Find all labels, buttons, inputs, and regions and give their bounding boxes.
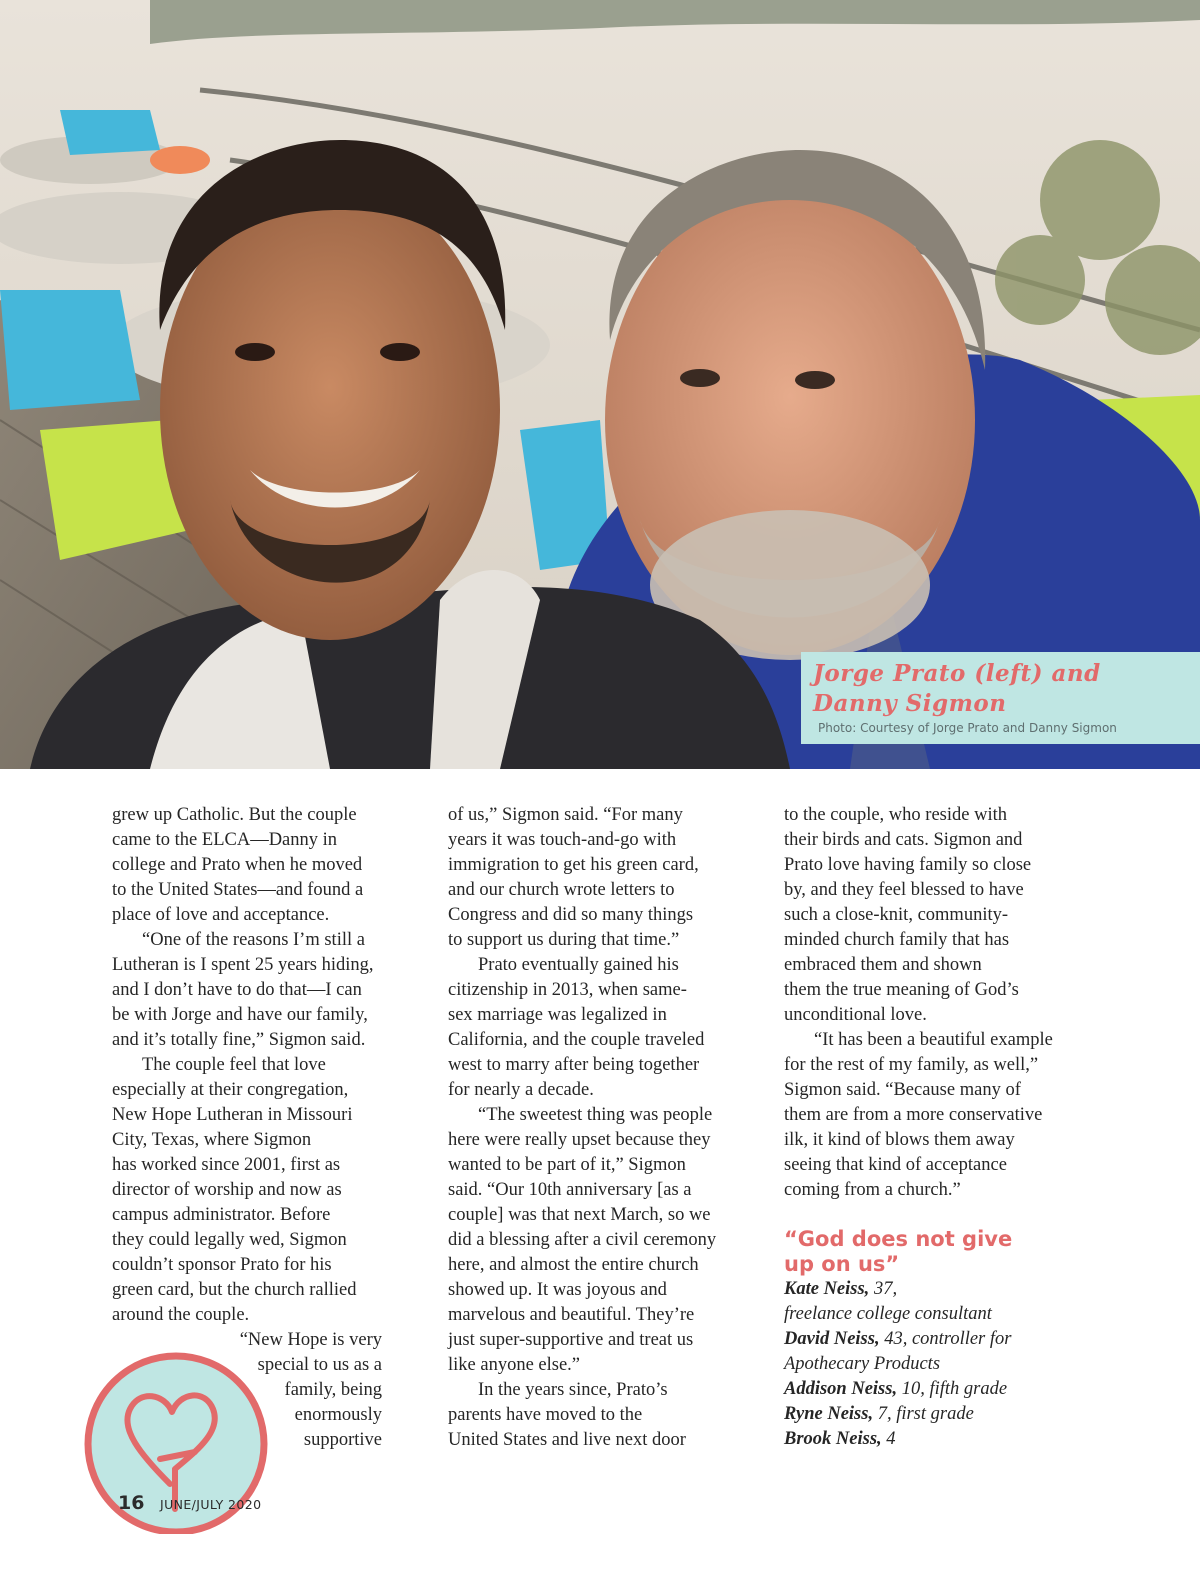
text-line: grew up Catholic. But the couple <box>112 805 357 825</box>
member-detail: 43, controller for <box>879 1329 1012 1349</box>
text-line: around the couple. <box>112 1305 250 1325</box>
text-line: couldn’t sponsor Prato for his <box>112 1255 332 1275</box>
member-detail: 10, fifth grade <box>897 1379 1008 1399</box>
text-line: be with Jorge and have our family, <box>112 1005 368 1025</box>
text-line: especially at their congregation, <box>112 1080 349 1100</box>
text-line: just super-supportive and treat us <box>448 1330 694 1350</box>
paragraph <box>448 1378 748 1453</box>
text-line: United States and live next door <box>448 1430 686 1450</box>
text-line: like anyone else.” <box>448 1355 581 1375</box>
text-line: Prato love having family so close <box>784 855 1032 875</box>
member-name: Kate Neiss, <box>784 1279 870 1299</box>
article-column-2 <box>448 803 748 1453</box>
text-line: and I don’t have to do that—I can <box>112 980 362 1000</box>
text-line: west to marry after being together <box>448 1055 700 1075</box>
caption-name-line-2: Danny Sigmon <box>813 690 1007 717</box>
text-line: years it was touch-and-go with <box>448 830 677 850</box>
feature-photo <box>0 0 1200 769</box>
family-member-line <box>784 1427 1084 1452</box>
text-line: came to the ELCA—Danny in <box>112 830 338 850</box>
text-line: unconditional love. <box>784 1005 927 1025</box>
member-name: Ryne Neiss, <box>784 1404 874 1424</box>
text-line: supportive <box>303 1430 382 1450</box>
text-line: and it’s totally fine,” Sigmon said. <box>112 1030 366 1050</box>
family-member-line <box>784 1327 1084 1352</box>
text-line: to support us during that time.” <box>448 930 680 950</box>
text-line: showed up. It was joyous and <box>448 1280 667 1300</box>
text-line: sex marriage was legalized in <box>448 1005 667 1025</box>
text-line: citizenship in 2013, when same- <box>448 980 687 1000</box>
text-line: seeing that kind of acceptance <box>784 1155 1007 1175</box>
paragraph <box>448 1103 748 1378</box>
member-name: Addison Neiss, <box>784 1379 898 1399</box>
text-line: family, being <box>284 1380 382 1400</box>
section-subhead <box>784 1227 1084 1277</box>
text-line: Lutheran is I spent 25 years hiding, <box>112 955 374 975</box>
text-line: place of love and acceptance. <box>112 905 330 925</box>
text-line: wanted to be part of it,” Sigmon <box>448 1155 686 1175</box>
text-line: their birds and cats. Sigmon and <box>784 830 1023 850</box>
text-line: embraced them and shown <box>784 955 982 975</box>
text-line: “New Hope is very <box>239 1330 382 1350</box>
text-line: ilk, it kind of blows them away <box>784 1130 1015 1150</box>
text-line: City, Texas, where Sigmon <box>112 1130 312 1150</box>
photo-credit: Photo: Courtesy of Jorge Prato and Danny Sigmon <box>818 721 1117 735</box>
paragraph <box>784 803 1084 1028</box>
text-line: parents have moved to the <box>448 1405 643 1425</box>
member-detail: Apothecary Products <box>784 1354 941 1374</box>
member-name: Brook Neiss, <box>784 1429 882 1449</box>
text-line: college and Prato when he moved <box>112 855 363 875</box>
text-line: them are from a more conservative <box>784 1105 1043 1125</box>
caption-name-line-1: Jorge Prato (left) and <box>813 660 1101 687</box>
text-line: to the couple, who reside with <box>784 805 1007 825</box>
text-line: “The sweetest thing was people <box>478 1105 713 1125</box>
text-line: such a close-knit, community- <box>784 905 1009 925</box>
text-line: them the true meaning of God’s <box>784 980 1019 1000</box>
photo-caption <box>801 652 1200 744</box>
member-detail: 4 <box>881 1429 896 1449</box>
text-line: California, and the couple traveled <box>448 1030 705 1050</box>
text-line: immigration to get his green card, <box>448 855 699 875</box>
text-line: director of worship and now as <box>112 1180 342 1200</box>
text-line: by, and they feel blessed to have <box>784 880 1024 900</box>
text-line: “It has been a beautiful example <box>814 1030 1053 1050</box>
text-line: Congress and did so many things <box>448 905 694 925</box>
page-number: 16 <box>118 1492 145 1514</box>
text-line: coming from a church.” <box>784 1180 961 1200</box>
text-line: “One of the reasons I’m still a <box>142 930 365 950</box>
text-line: here were really upset because they <box>448 1130 711 1150</box>
issue-date: JUNE/JULY 2020 <box>160 1497 262 1512</box>
text-line: minded church family that has <box>784 930 1010 950</box>
article-column-3 <box>784 803 1084 1452</box>
text-line: of us,” Sigmon said. “For many <box>448 805 683 825</box>
text-line: special to us as a <box>257 1355 382 1375</box>
text-line: New Hope Lutheran in Missouri <box>112 1105 353 1125</box>
text-line: and our church wrote letters to <box>448 880 675 900</box>
text-line: couple] was that next March, so we <box>448 1205 711 1225</box>
text-line: said. “Our 10th anniversary [as a <box>448 1180 692 1200</box>
paragraph <box>112 1053 412 1328</box>
text-line: for the rest of my family, as well,” <box>784 1055 1039 1075</box>
text-line: Prato eventually gained his <box>478 955 679 975</box>
text-line: In the years since, Prato’s <box>478 1380 668 1400</box>
text-line: marvelous and beautiful. They’re <box>448 1305 695 1325</box>
text-line: did a blessing after a civil ceremony <box>448 1230 717 1250</box>
text-line: green card, but the church rallied <box>112 1280 357 1300</box>
family-member-line <box>784 1402 1084 1427</box>
family-member-line <box>784 1377 1084 1402</box>
text-line: they could legally wed, Sigmon <box>112 1230 347 1250</box>
text-line: here, and almost the entire church <box>448 1255 699 1275</box>
family-list <box>784 1277 1084 1452</box>
text-line: for nearly a decade. <box>448 1080 594 1100</box>
text-line: campus administrator. Before <box>112 1205 331 1225</box>
paragraph <box>112 803 412 928</box>
member-name: David Neiss, <box>784 1329 880 1349</box>
paragraph <box>112 928 412 1053</box>
family-member-line <box>784 1302 1084 1327</box>
member-detail: 37, <box>869 1279 898 1299</box>
text-line: to the United States—and found a <box>112 880 364 900</box>
text-line: Sigmon said. “Because many of <box>784 1080 1021 1100</box>
subhead-line: up on us” <box>784 1252 900 1276</box>
family-member-line <box>784 1352 1084 1377</box>
member-detail: freelance college consultant <box>784 1304 992 1324</box>
paragraph <box>448 953 748 1103</box>
subhead-line: “God does not give <box>784 1227 1013 1251</box>
family-member-line <box>784 1277 1084 1302</box>
member-detail: 7, first grade <box>873 1404 974 1424</box>
text-line: enormously <box>294 1405 382 1425</box>
paragraph <box>448 803 748 953</box>
text-line: has worked since 2001, first as <box>112 1155 341 1175</box>
paragraph <box>784 1028 1084 1203</box>
text-line: The couple feel that love <box>142 1055 326 1075</box>
